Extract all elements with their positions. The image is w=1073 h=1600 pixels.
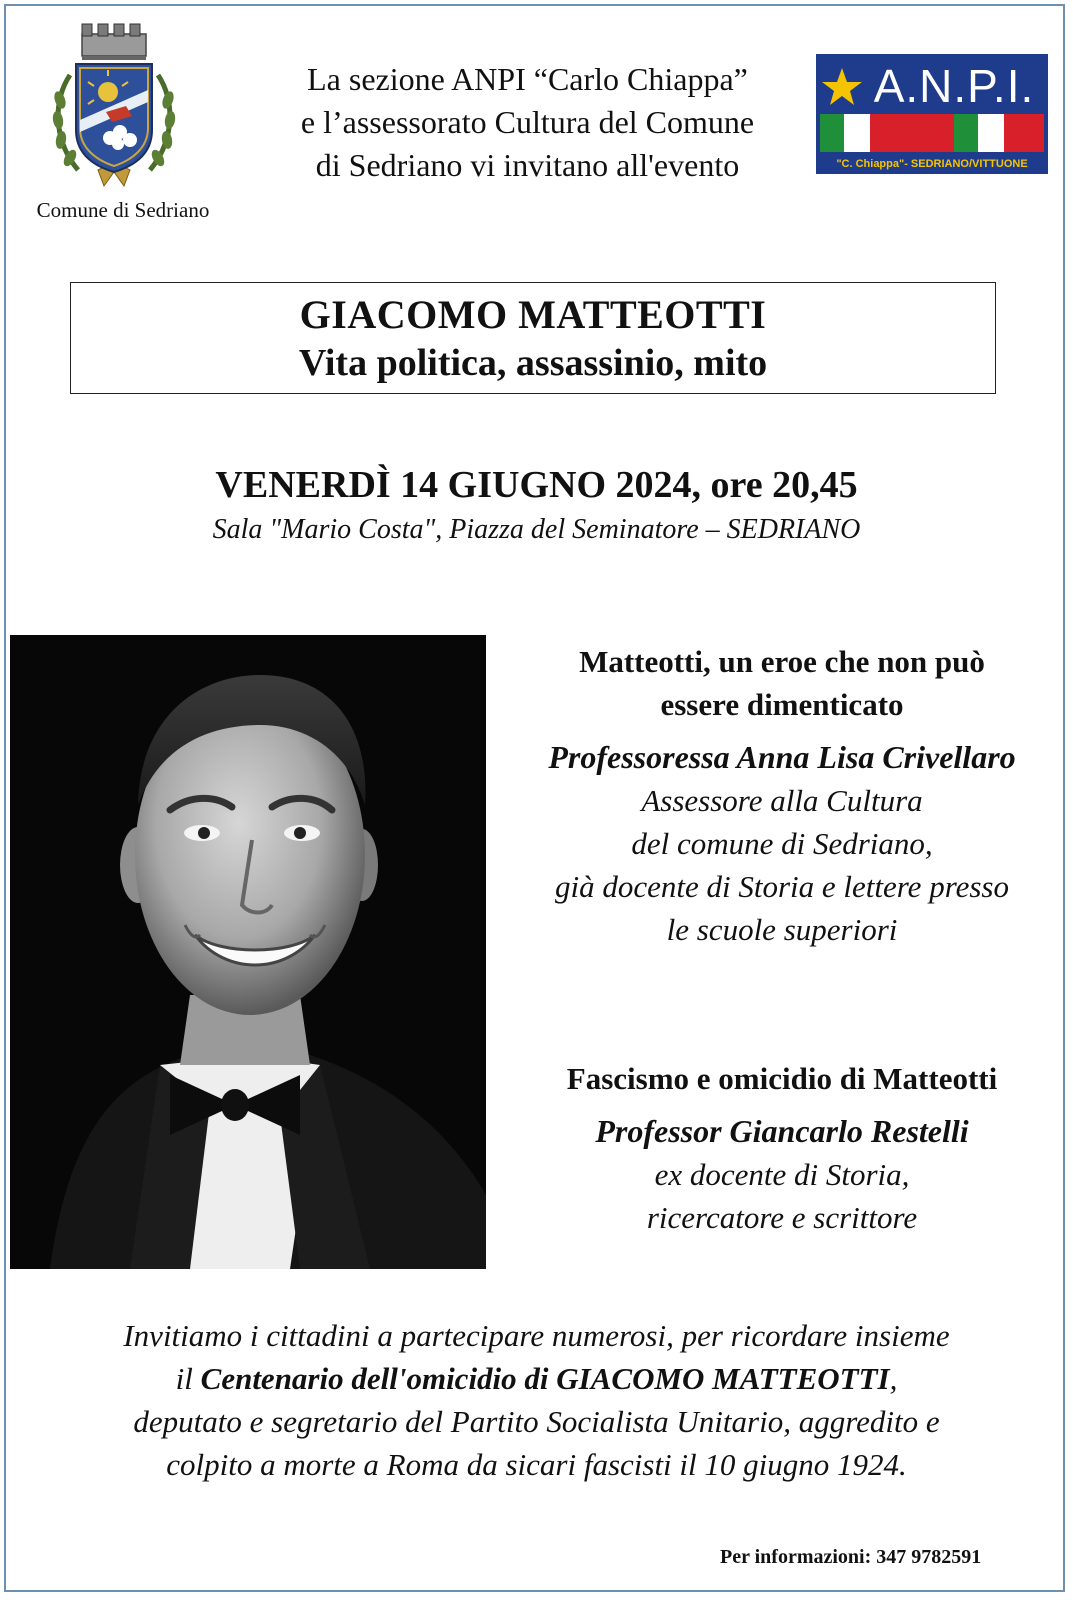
anpi-logo-text: A.N.P.I. xyxy=(873,60,1035,112)
contact-info: Per informazioni: 347 9782591 xyxy=(720,1546,982,1568)
role-line: già docente di Storia e lettere presso xyxy=(555,869,1009,904)
invitation-line: colpito a morte a Roma da sicari fascisti il 10 giugno 1924. xyxy=(166,1447,907,1482)
talk-title xyxy=(492,1057,1072,1100)
speaker-role xyxy=(492,779,1072,951)
intro-line: La sezione ANPI “Carlo Chiappa” xyxy=(307,61,748,97)
invitation-prefix: il xyxy=(175,1361,201,1396)
talk-title xyxy=(492,640,1072,726)
invitation-text xyxy=(0,1314,1073,1486)
intro-line: e l’assessorato Cultura del Comune xyxy=(300,104,755,140)
role-line: Assessore alla Cultura xyxy=(641,783,923,818)
invitation-suffix: , xyxy=(889,1361,898,1396)
invitation-line: deputato e segretario del Partito Socialista Unitario, aggredito e xyxy=(133,1404,940,1439)
invitation-line xyxy=(0,1357,1073,1400)
anpi-logo-subtext: "C. Chiappa"- SEDRIANO/VITTUONE xyxy=(836,158,1028,170)
event-datetime: VENERDÌ 14 GIUGNO 2024, ore 20,45 xyxy=(215,464,858,506)
invitation-highlight: Centenario dell'omicidio di GIACOMO MATTEOTTI xyxy=(200,1361,890,1396)
intro-line: di Sedriano vi invitano all'evento xyxy=(315,147,740,183)
talk-title-line: essere dimenticato xyxy=(660,687,904,722)
comune-crest-icon xyxy=(48,20,180,192)
role-line: ex docente di Storia, xyxy=(654,1157,910,1192)
talk-2 xyxy=(492,1057,1072,1239)
speaker-name: Professoressa Anna Lisa Crivellaro xyxy=(548,739,1016,775)
talk-title-line: Fascismo e omicidio di Matteotti xyxy=(566,1061,998,1096)
event-subtitle: Vita politica, assassinio, mito xyxy=(298,342,768,384)
crest-caption: Comune di Sedriano xyxy=(36,198,210,222)
role-line: del comune di Sedriano, xyxy=(631,826,933,861)
event-venue: Sala "Mario Costa", Piazza del Seminatore – SEDRIANO xyxy=(212,514,861,545)
portrait-image xyxy=(10,635,486,1269)
speaker-role xyxy=(492,1153,1072,1239)
role-line: le scuole superiori xyxy=(666,912,898,947)
matteotti-portrait xyxy=(10,635,486,1269)
invitation-line: Invitiamo i cittadini a partecipare numerosi, per ricordare insieme xyxy=(123,1318,950,1353)
intro-text xyxy=(240,58,815,187)
talk-1 xyxy=(492,640,1072,951)
role-line: ricercatore e scrittore xyxy=(646,1200,918,1235)
speaker-name: Professor Giancarlo Restelli xyxy=(595,1113,969,1149)
title-box xyxy=(70,282,996,394)
talk-title-line: Matteotti, un eroe che non può xyxy=(579,644,985,679)
anpi-logo xyxy=(816,54,1048,174)
event-title: GIACOMO MATTEOTTI xyxy=(299,292,767,337)
